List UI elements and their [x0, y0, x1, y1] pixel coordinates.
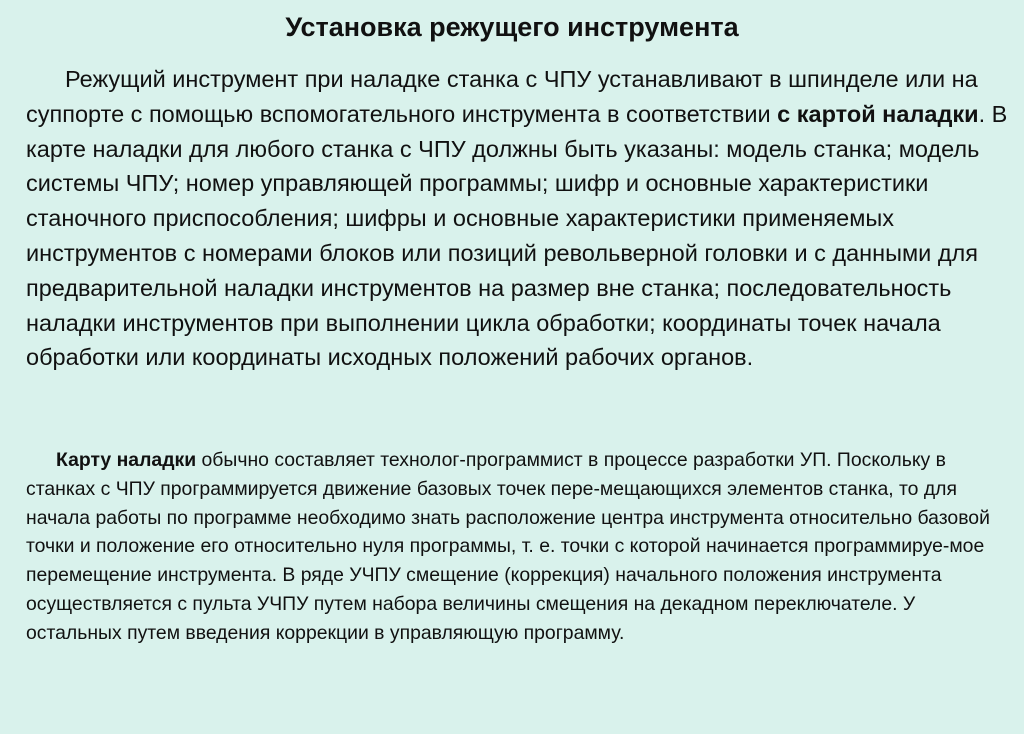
paragraph-2-bold: Карту наладки — [56, 449, 197, 471]
paragraph-2 — [26, 446, 1016, 648]
paragraph-2-rest: обычно составляет технолог-программист в процессе разработки УП. Поскольку в станках с ЧПУ программируется движение базовых точек пере-мещающихся элементов станка, то для начала работы по программе необходимо знать расположение центра инструмента относительно базовой точки и положение его относительно нуля программы, т. е. точки с которой начинается программируе-мое перемещение инструмента. В ряде УЧПУ смещение (коррекция) начального положения инструмента осуществляется с пульта УЧПУ путем набора величины смещения на декадном переключателе. У остальных путем введения коррекции в управляющую программу. — [26, 449, 990, 644]
paragraph-1-lead: Режущий инструмент при наладке станка с ЧПУ устанавливают в шпинделе или на суппорте с помощью вспомогательного инструмента в соответствии — [26, 66, 978, 127]
paragraph-1 — [26, 62, 1016, 375]
paragraph-1-bold: с картой наладки — [777, 100, 979, 127]
paragraph-1-rest: . В карте наладки для любого станка с ЧПУ должны быть указаны: модель станка; модель системы ЧПУ; номер управляющей программы; шифр и основные характеристики станочного приспособления; шифры и основные характеристики применяемых инструментов с номерами блоков или позиций револьверной головки и с данными для предварительной наладки инструментов на размер вне станка; последовательность наладки инструментов при выполнении цикла обработки; координаты точек начала обработки или координаты исходных положений рабочих органов. — [26, 100, 1008, 371]
page-title: Установка режущего инструмента — [285, 12, 739, 42]
